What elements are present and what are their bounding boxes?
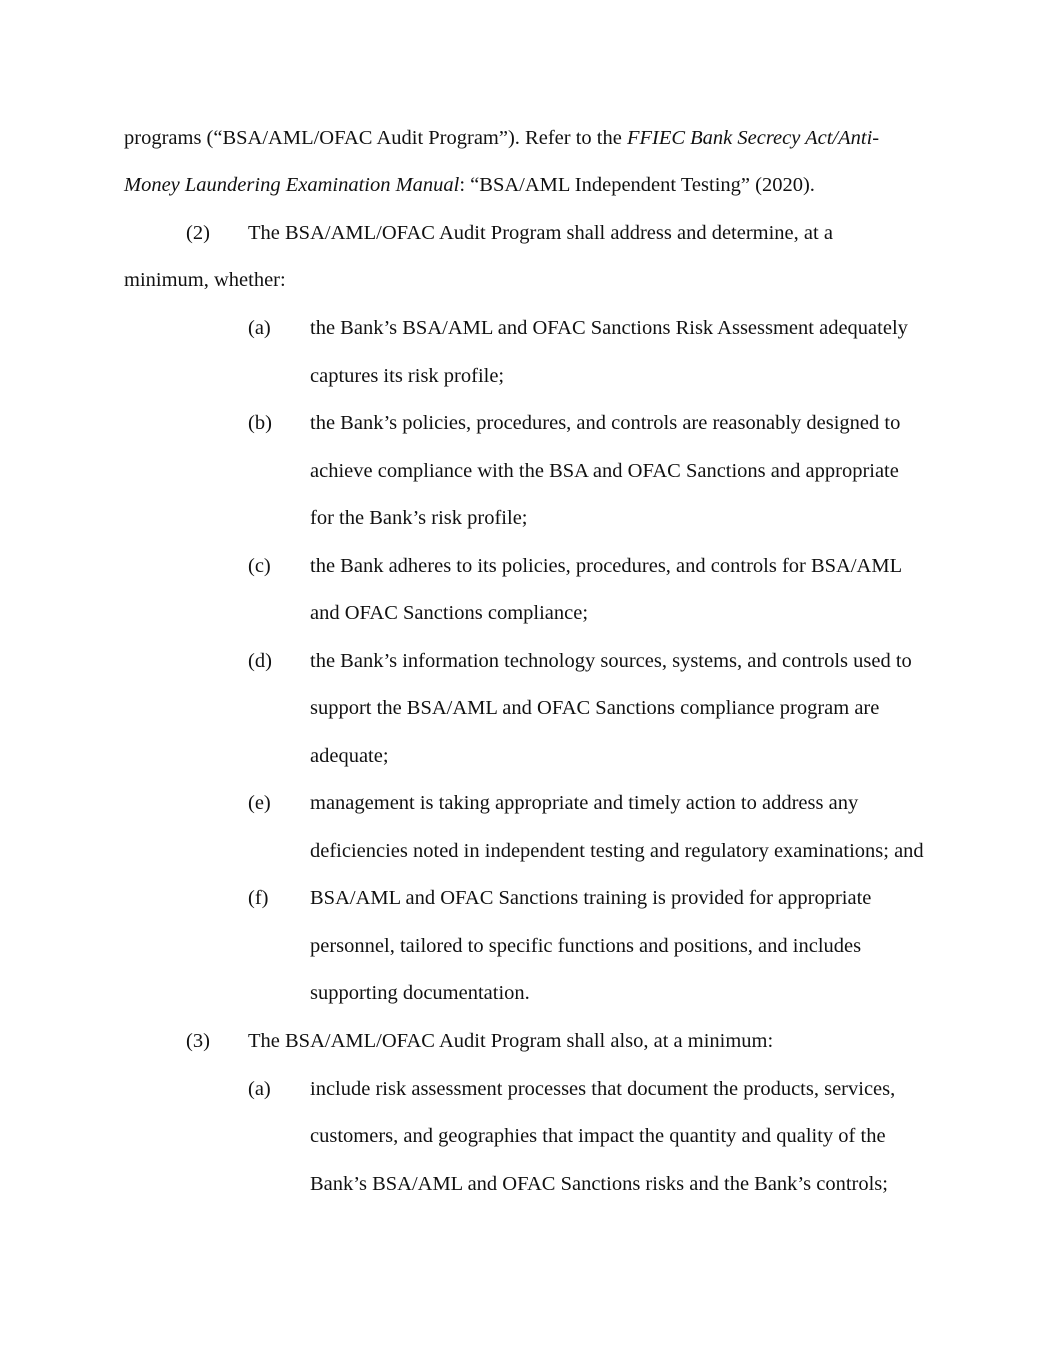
para-2-item-f-label: (f)	[248, 887, 269, 909]
para-2-item-c-line-1: the Bank adheres to its policies, procedures, and controls for BSA/AML	[310, 555, 903, 577]
para-2-item-c-label: (c)	[248, 555, 271, 577]
para-2-item-b-line-3: for the Bank’s risk profile;	[310, 507, 528, 529]
para-2-item-b-line-2: achieve compliance with the BSA and OFAC Sanctions and appropriate	[310, 460, 899, 482]
intro-line-1	[124, 126, 879, 150]
para-3-item-a-line-1: include risk assessment processes that document the products, services,	[310, 1078, 896, 1100]
para-2-item-d-line-2: support the BSA/AML and OFAC Sanctions compliance program are	[310, 697, 880, 719]
para-2-item-e-line-2: deficiencies noted in independent testing and regulatory examinations; and	[310, 840, 924, 862]
para-3-item-a-line-3: Bank’s BSA/AML and OFAC Sanctions risks and the Bank’s controls;	[310, 1173, 888, 1195]
para-2-item-f-line-1: BSA/AML and OFAC Sanctions training is provided for appropriate	[310, 887, 872, 909]
intro-line-2	[124, 173, 815, 197]
para-2-item-d-line-3: adequate;	[310, 745, 389, 767]
para-2-item-f-line-2: personnel, tailored to specific functions and positions, and includes	[310, 935, 862, 957]
intro-line-2-text: : “BSA/AML Independent Testing” (2020).	[459, 174, 815, 196]
para-2-item-d-label: (d)	[248, 650, 272, 672]
intro-line-1-italic: FFIEC Bank Secrecy Act/Anti-	[626, 127, 880, 149]
para-2-item-f-line-3: supporting documentation.	[310, 982, 530, 1004]
para-3-item-a-line-2: customers, and geographies that impact the quantity and quality of the	[310, 1125, 886, 1147]
para-3-number: (3)	[186, 1030, 210, 1052]
para-3-line-1: The BSA/AML/OFAC Audit Program shall also, at a minimum:	[248, 1030, 774, 1052]
para-2-item-d-line-1: the Bank’s information technology sources, systems, and controls used to	[310, 650, 912, 672]
intro-line-1-text: programs (“BSA/AML/OFAC Audit Program”). Refer to the	[124, 127, 627, 149]
para-2-item-b-label: (b)	[248, 412, 272, 434]
para-2-item-a-line-2: captures its risk profile;	[310, 365, 505, 387]
para-2-item-c-line-2: and OFAC Sanctions compliance;	[310, 602, 589, 624]
para-2-line-2: minimum, whether:	[124, 269, 286, 291]
intro-line-2-italic: Money Laundering Examination Manual	[124, 174, 460, 196]
para-2-item-e-line-1: management is taking appropriate and timely action to address any	[310, 792, 859, 814]
para-2-item-a-label: (a)	[248, 317, 271, 339]
para-2-item-e-label: (e)	[248, 792, 271, 814]
para-3-item-a-label: (a)	[248, 1078, 271, 1100]
para-2-line-1: The BSA/AML/OFAC Audit Program shall address and determine, at a	[248, 222, 833, 244]
para-2-item-a-line-1: the Bank’s BSA/AML and OFAC Sanctions Risk Assessment adequately	[310, 317, 908, 339]
para-2-item-b-line-1: the Bank’s policies, procedures, and controls are reasonably designed to	[310, 412, 901, 434]
para-2-number: (2)	[186, 222, 210, 244]
